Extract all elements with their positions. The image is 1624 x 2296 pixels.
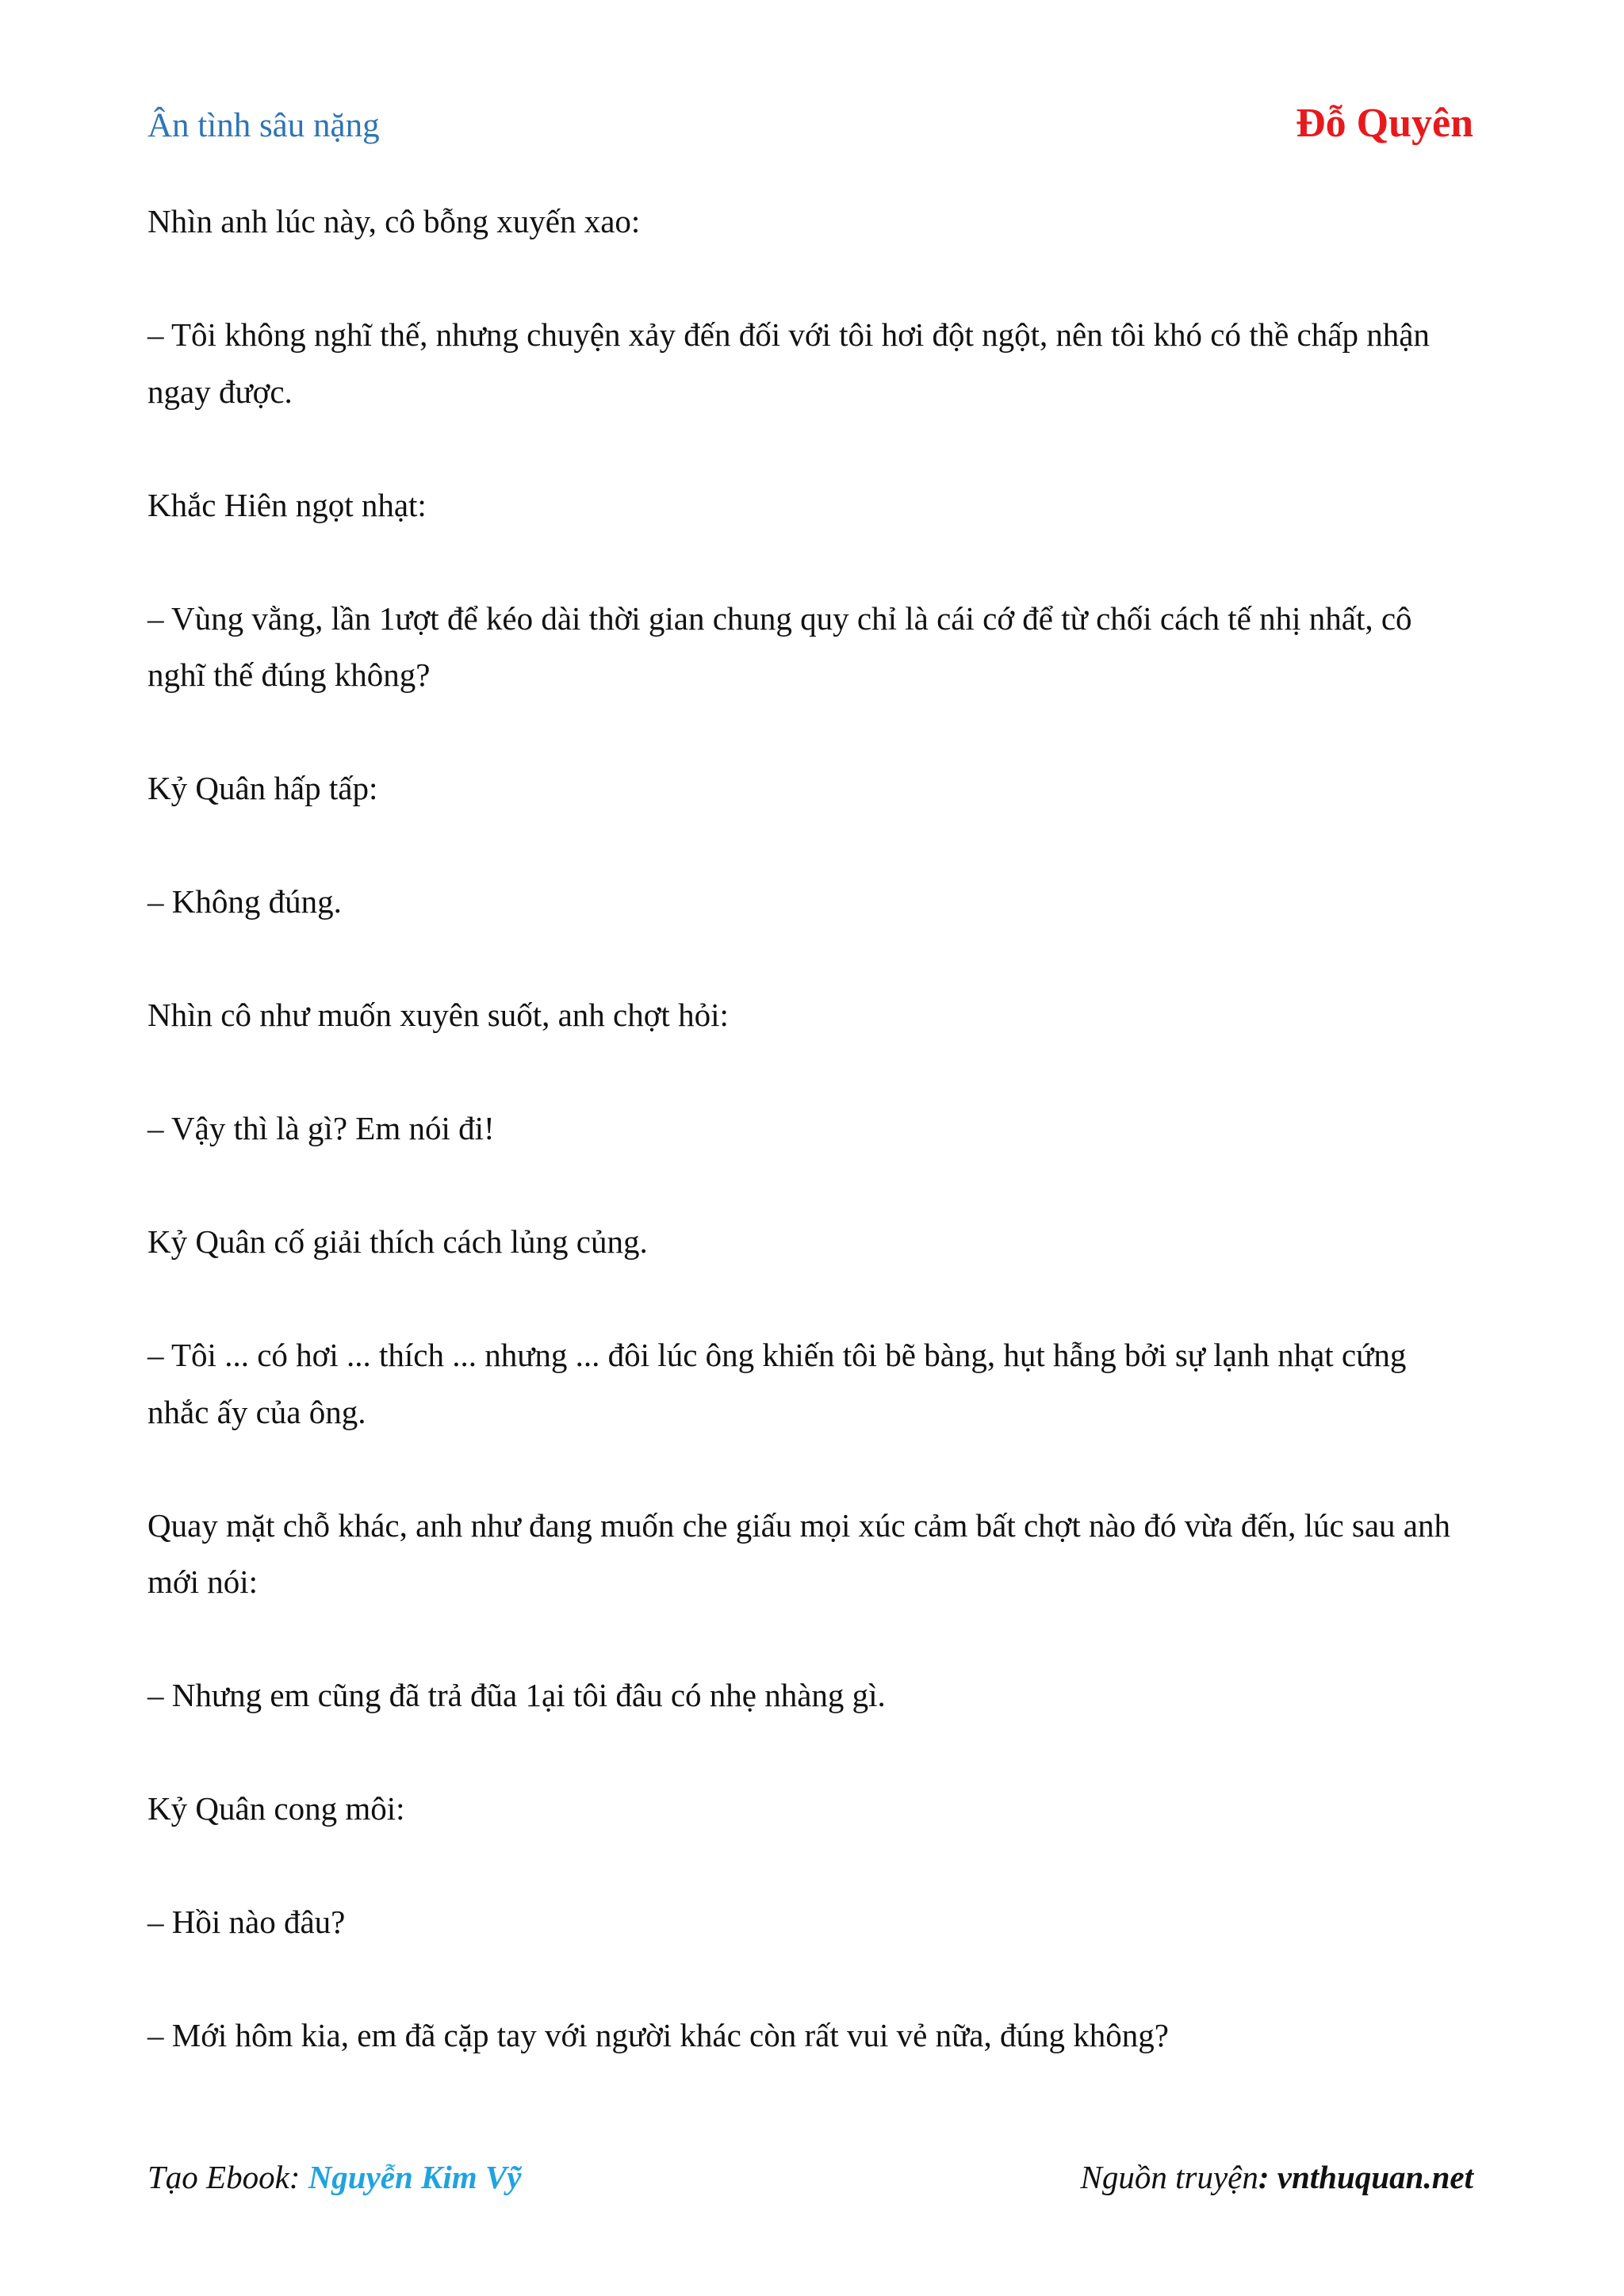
source-site: vnthuquan.net (1277, 2159, 1473, 2195)
ebook-credit (147, 2158, 522, 2196)
paragraph: Nhìn cô như muốn xuyên suốt, anh chợt hỏi: (147, 997, 729, 1033)
source-colon: : (1258, 2159, 1277, 2195)
author-name: Đỗ Quyên (1296, 101, 1473, 146)
paragraph: Quay mặt chỗ khác, anh như đang muốn che giấu mọi xúc cảm bất chợt nào đó vừa đến, lúc sau anh mới nói: (147, 1506, 1459, 1600)
ebook-colon: : (289, 2159, 308, 2195)
paragraph: Kỷ Quân cố giải thích cách lủng củng. (147, 1223, 648, 1260)
paragraph: – Mới hôm kia, em đã cặp tay với người khác còn rất vui vẻ nữa, đúng không? (147, 2017, 1169, 2053)
page-header (147, 100, 1473, 155)
paragraph: Khắc Hiên ngọt nhạt: (147, 486, 427, 523)
paragraph: – Tôi không nghĩ thế, nhưng chuyện xảy đến đối với tôi hơi đột ngột, nên tôi khó có thề chấp nhận ngay được. (147, 316, 1438, 410)
paragraph: – Vậy thì là gì? Em nói đi! (147, 1110, 495, 1146)
paragraph: – Hồi nào đâu? (147, 1904, 346, 1940)
paragraph: Kỷ Quân hấp tấp: (147, 770, 378, 806)
book-title: Ân tình sâu nặng (147, 107, 380, 144)
paragraph: – Tôi ... có hơi ... thích ... nhưng ... đôi lúc ông khiến tôi bẽ bàng, hụt hẫng bởi sự lạnh nhạt cứng nhắc ấy của ông. (147, 1337, 1415, 1430)
paragraph: – Nhưng em cũng đã trả đũa 1ại tôi đâu có nhẹ nhàng gì. (147, 1677, 886, 1713)
paragraph: Nhìn anh lúc này, cô bỗng xuyến xao: (147, 203, 641, 239)
paragraph: – Vùng vằng, lần 1ượt để kéo dài thời gian chung quy chỉ là cái cớ để từ chối cách tế nhị nhất, cô nghĩ thế đúng không? (147, 599, 1420, 693)
ebook-creator: Nguyễn Kim Vỹ (308, 2159, 522, 2195)
source-credit (1081, 2158, 1474, 2196)
source-label: Nguồn truyện (1080, 2159, 1258, 2195)
page-content (147, 193, 1473, 2121)
paragraph: Kỷ Quân cong môi: (147, 1790, 405, 1827)
page-footer (147, 2158, 1473, 2206)
paragraph: – Không đúng. (147, 883, 342, 920)
ebook-label: Tạo Ebook (147, 2159, 289, 2195)
